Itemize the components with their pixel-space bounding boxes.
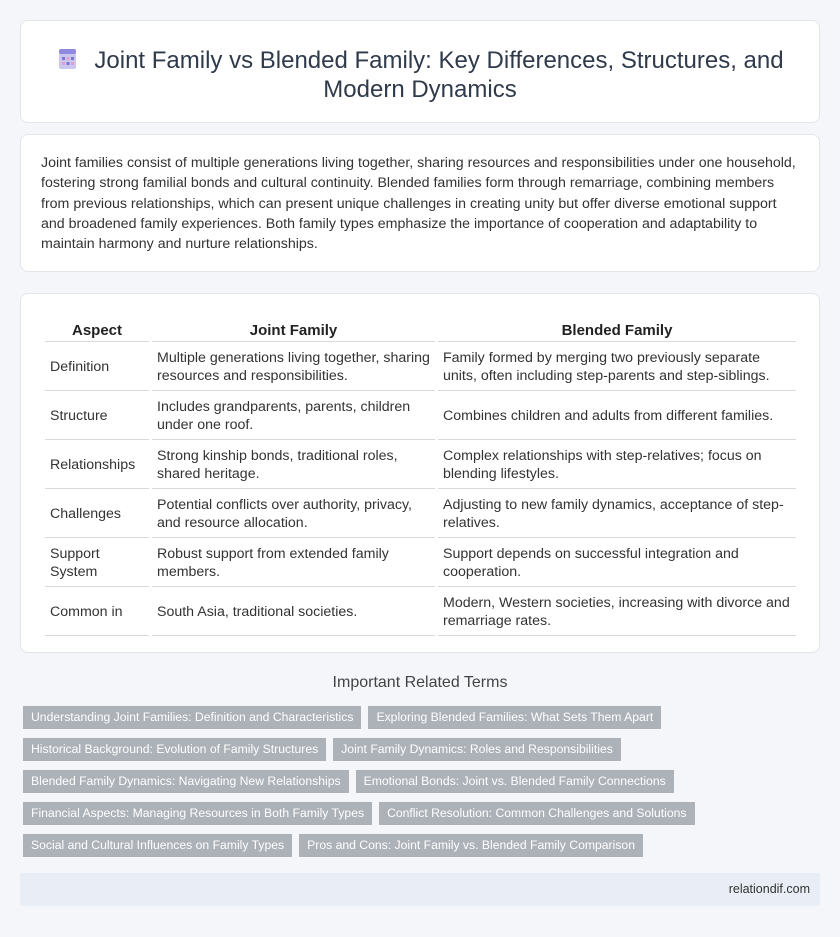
related-term-tag[interactable]: Financial Aspects: Managing Resources in Both Family Types: [23, 802, 372, 825]
blended-family-cell: Modern, Western societies, increasing with divorce and remarriage rates.: [438, 589, 796, 636]
aspect-cell: Relationships: [45, 442, 149, 489]
joint-family-cell: Strong kinship bonds, traditional roles, shared heritage.: [152, 442, 435, 489]
related-term-tag[interactable]: Understanding Joint Families: Definition and Characteristics: [23, 706, 361, 729]
joint-family-cell: Potential conflicts over authority, privacy, and resource allocation.: [152, 491, 435, 538]
footer-site-link[interactable]: relationdif.com: [728, 882, 810, 896]
comparison-table-card: [20, 293, 820, 653]
header-card: [20, 20, 820, 123]
column-header-joint-family: Joint Family: [152, 316, 435, 342]
related-term-tag[interactable]: Emotional Bonds: Joint vs. Blended Family Connections: [356, 770, 674, 793]
column-header-aspect: Aspect: [45, 316, 149, 342]
blended-family-cell: Complex relationships with step-relatives; focus on blending lifestyles.: [438, 442, 796, 489]
related-term-tag[interactable]: Joint Family Dynamics: Roles and Responsibilities: [333, 738, 621, 761]
summary-text: Joint families consist of multiple generations living together, sharing resources and responsibilities under one household, fostering strong familial bonds and cultural continuity. Blended families form through remarriage, combining members from previous relationships, which can present unique challenges in creating unity but offer diverse emotional support and broadened family experiences. Both family types emphasize the importance of cooperation and adaptability to maintain harmony and nurture relationships.: [41, 155, 796, 253]
aspect-cell: Common in: [45, 589, 149, 636]
table-row: [45, 344, 796, 391]
table-row: [45, 442, 796, 489]
related-term-tag[interactable]: Exploring Blended Families: What Sets Them Apart: [368, 706, 661, 729]
table-header-row: [45, 316, 796, 342]
related-term-tag[interactable]: Conflict Resolution: Common Challenges and Solutions: [379, 802, 694, 825]
joint-family-cell: Includes grandparents, parents, children under one roof.: [152, 393, 435, 440]
summary-card: [20, 134, 820, 272]
table-row: [45, 491, 796, 538]
aspect-cell: Definition: [45, 344, 149, 391]
table-row: [45, 589, 796, 636]
joint-family-cell: Multiple generations living together, sharing resources and responsibilities.: [152, 344, 435, 391]
aspect-cell: Support System: [45, 540, 149, 587]
joint-family-cell: South Asia, traditional societies.: [152, 589, 435, 636]
aspect-cell: Challenges: [45, 491, 149, 538]
blended-family-cell: Family formed by merging two previously separate units, often including step-parents and step-siblings.: [438, 344, 796, 391]
blended-family-cell: Support depends on successful integration and cooperation.: [438, 540, 796, 587]
related-term-tag[interactable]: Pros and Cons: Joint Family vs. Blended Family Comparison: [299, 834, 643, 857]
table-row: [45, 393, 796, 440]
column-header-blended-family: Blended Family: [438, 316, 796, 342]
page-title: Joint Family vs Blended Family: Key Differences, Structures, and Modern Dynamics: [94, 47, 784, 103]
blended-family-cell: Combines children and adults from different families.: [438, 393, 796, 440]
comparison-table: [42, 314, 799, 638]
aspect-cell: Structure: [45, 393, 149, 440]
related-terms-heading: Important Related Terms: [332, 674, 508, 691]
related-term-tag[interactable]: Social and Cultural Influences on Family Types: [23, 834, 292, 857]
title-block: [21, 44, 819, 104]
blended-family-cell: Adjusting to new family dynamics, acceptance of step-relatives.: [438, 491, 796, 538]
document-icon: [56, 47, 80, 71]
joint-family-cell: Robust support from extended family members.: [152, 540, 435, 587]
related-term-tag[interactable]: Blended Family Dynamics: Navigating New Relationships: [23, 770, 349, 793]
table-row: [45, 540, 796, 587]
related-term-tag[interactable]: Historical Background: Evolution of Family Structures: [23, 738, 326, 761]
related-terms-list: [23, 706, 713, 857]
footer-bar: [20, 873, 820, 906]
